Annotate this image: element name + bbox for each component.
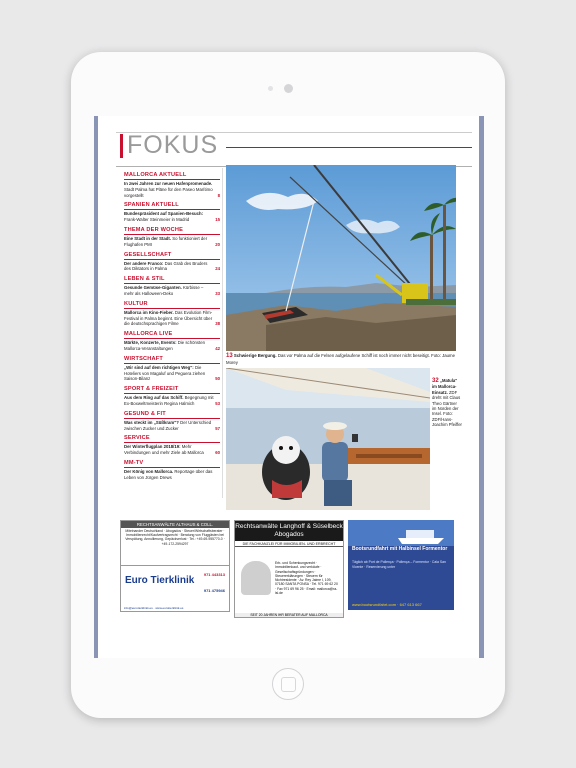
toc-entry[interactable] <box>124 211 220 223</box>
ad-boat-tours-title: Bootsrundfahrt mit Halbinsel Formentor <box>352 546 448 552</box>
toc-entry-text: Der Unterschied zwischen Zucker und Zucker <box>124 419 212 431</box>
toc-entry-headline: Gesunde Gemüse-Giganten. <box>124 285 182 291</box>
toc-page-number: 50 <box>215 376 220 382</box>
toc-section-title: LEBEN & STIL <box>124 276 165 283</box>
toc-section-title: SERVICE <box>124 435 150 442</box>
toc-section-title: WIRTSCHAFT <box>124 355 163 362</box>
ad-langhoff-title: Rechtsanwälte Langhoff & Süselbeck Abogados <box>235 521 343 541</box>
toc-section-header <box>124 300 220 309</box>
page-title: FOKUS <box>127 131 219 159</box>
toc-page-number: 24 <box>215 266 220 272</box>
toc-entry-text: Das Evolution Film-Festival in Palma beginnt. Eine Übersicht über die deutschsprachigen Filme <box>124 309 213 327</box>
toc-section-header <box>124 434 220 443</box>
toc-entry-text: Das Grab des Bruders des Diktators in Palma <box>124 260 208 272</box>
toc-entry-text: Frank-Walter Steinmeier in Madrid <box>124 217 190 223</box>
photo-matula-boat[interactable] <box>226 368 430 510</box>
ad-langhoff-text: Erb- und Schenkungsrecht · Immobilienkauf- und verkäufe · Gesellschaftsgründungen · Steuererklärungen · Steuern für Nichtresidente · Av. Rey Jaime I, 109, 07180 SANTA PONSA · Tel. 971 69 62 20 · Fax 971 69 96 25 · Email: mallorca@ra-lsl.de <box>275 561 338 596</box>
toc-page-number: 8 <box>217 192 220 198</box>
front-sensor <box>268 86 273 91</box>
table-of-contents <box>124 168 220 481</box>
ad-althaus-title: RECHTSANWÄLTE ALTHAUS & COLL. <box>121 521 229 528</box>
toc-entry[interactable] <box>124 285 220 297</box>
toc-entry-text: Begegnung mit Ex-Boxweltmeisterin Regina Halmich <box>124 395 214 406</box>
toc-page-number: 33 <box>215 290 220 296</box>
toc-entry[interactable] <box>124 395 220 407</box>
toc-section-title: KULTUR <box>124 300 148 307</box>
ad-langhoff-subtitle: DIE FACHKANZLEI FÜR IMMOBILIEN- UND ERBRECHT <box>235 541 343 547</box>
toc-entry-headline: Aus dem Ring auf das Schiff. <box>124 395 184 401</box>
column-divider <box>222 168 223 498</box>
toc-entry-text: Kürbisse – mehr als Halloween-Deko <box>124 285 204 296</box>
eurotierklinik-phone-2: 971 475946 <box>203 588 225 593</box>
toc-page-number: 57 <box>215 425 220 431</box>
toc-entry[interactable] <box>124 261 220 273</box>
home-button[interactable] <box>272 668 304 700</box>
toc-entry-text: Mehr Verbindungen und mehr Ziele ab Mallorca <box>124 444 204 456</box>
toc-section-title: SPORT & FREIZEIT <box>124 386 179 393</box>
caption-ship-salvage: 13 Schwierige Bergung. Das vor Palma auf die Felsen aufgelaufene Schiff ist noch immer nicht beseitigt. Foto: Jaume Morey <box>226 353 455 365</box>
toc-entry-text: Stadt Palma hat Pläne für den Paseo Marítimo vorgestellt <box>124 186 213 198</box>
toc-entry[interactable] <box>124 310 220 327</box>
toc-entry-headline: „Wir sind auf dem richtigen Weg": <box>124 364 194 370</box>
photo-ship-salvage[interactable] <box>226 165 456 351</box>
toc-page-number: 38 <box>215 321 220 327</box>
ad-althaus-text: Miteinander Deutschland · Abogados · Steuer/Wirtschaftsberater · Immobilienrecht/Kaufvertragsrecht · Beratung von Fluggästen bei Verspätung, Annullierung, Gepäckverlust · Tel.: +49-69-955770-0 · +49-172-2594297 <box>125 529 225 546</box>
boat-scene-image <box>226 368 430 510</box>
page-edge-right <box>479 116 484 658</box>
toc-page-number: 60 <box>215 450 220 456</box>
title-red-rule <box>226 147 472 148</box>
toc-page-number: 53 <box>215 400 220 406</box>
toc-entry[interactable] <box>124 420 220 432</box>
toc-section-header <box>124 201 220 210</box>
toc-entry-headline: Märkte, Konzerte, Events: <box>124 340 177 346</box>
toc-section-title: MM-TV <box>124 459 144 466</box>
toc-entry-headline: Eine Stadt in der Stadt. <box>124 235 172 241</box>
toc-section-title: MALLORCA LIVE <box>124 331 173 338</box>
toc-page-number: 20 <box>215 241 220 247</box>
lawyer-portrait <box>241 561 271 595</box>
ad-langhoff-suselbeck[interactable] <box>234 520 344 618</box>
toc-entry-headline: Mallorca im Kino-Fieber. <box>124 309 174 315</box>
title-accent-bar <box>120 134 123 158</box>
toc-page-number: 42 <box>215 345 220 351</box>
toc-entry[interactable] <box>124 181 220 198</box>
caption-matula: 32 „Matula" im Mallorca-Einsatz. ZDF dreht mit Claus Theo Gärtner im Norden der Insel. Foto: ZDF/Hans-Joachim Pfeiffer <box>432 378 462 428</box>
toc-section-header <box>124 330 220 339</box>
toc-entry-headline: Was steckt im „Süßkram"? <box>124 419 179 425</box>
toc-entry-text: Die Hoteliers von Magaluf und Peguera ziehen Saison-Bilanz <box>124 364 206 382</box>
toc-section-header <box>124 459 220 468</box>
toc-entry[interactable] <box>124 340 220 352</box>
ad-eurotierklinik[interactable] <box>120 565 230 612</box>
ad-boat-tours-contact: www.bootsrundfahrt.com · 647 613 667 <box>352 602 422 607</box>
front-camera <box>284 84 293 93</box>
toc-entry[interactable] <box>124 444 220 456</box>
toc-entry-text: Die schönsten Mallorca-Veranstaltungen <box>124 340 205 351</box>
toc-section-header <box>124 355 220 364</box>
toc-entry-headline: Der Winterflugplan 2018/19: <box>124 444 181 450</box>
ad-langhoff-footer: SEIT 20 JAHREN IHR BERATER AUF MALLORCA <box>235 613 343 617</box>
eurotierklinik-phone-1: 971 443313 <box>203 572 225 577</box>
eurotierklinik-logo: Euro Tierklinik <box>125 575 195 586</box>
toc-entry[interactable] <box>124 365 220 382</box>
toc-entry-headline: In zwei Jahren zur neuen Hafenpromenade. <box>124 181 213 186</box>
toc-entry[interactable] <box>124 236 220 248</box>
toc-page-number: 15 <box>215 217 220 223</box>
ship-salvage-image <box>226 165 456 351</box>
toc-section-title: GESUND & FIT <box>124 410 166 417</box>
ad-boat-tours[interactable] <box>348 520 454 610</box>
eurotierklinik-footer: info@eurotierklinik.es · www.eurotierklinik.es <box>124 606 184 610</box>
toc-section-title: SPANIEN AKTUELL <box>124 202 179 209</box>
toc-section-header <box>124 251 220 260</box>
toc-section-header <box>124 410 220 419</box>
toc-section-header <box>124 226 220 235</box>
toc-section-title: THEMA DER WOCHE <box>124 226 184 233</box>
toc-section-header <box>124 385 220 394</box>
toc-entry-text: So funktioniert der Flughafen PMI <box>124 235 208 247</box>
toc-entry-headline: Bundespräsident auf Spanien-Besuch: <box>124 211 204 217</box>
toc-entry-text: Reportage über das Leben von Jürgen Drews <box>124 468 213 480</box>
advertisements <box>116 520 472 640</box>
toc-section-title: MALLORCA AKTUELL <box>124 172 187 178</box>
boat-tour-banner <box>348 520 454 546</box>
toc-entry-headline: Der andere Franco: <box>124 260 164 266</box>
magazine-page[interactable] <box>94 116 484 658</box>
page-edge-left <box>94 116 98 658</box>
toc-section-title: GESELLSCHAFT <box>124 251 172 258</box>
toc-entry-headline: Der König von Mallorca. <box>124 468 174 474</box>
toc-entry[interactable] <box>124 469 220 481</box>
toc-section-header <box>124 275 220 284</box>
toc-section-header <box>124 171 220 180</box>
ad-boat-tours-text: Täglich ab Port de Pollença · Pollença – Formentor · Cala San Vicente · Reservierung unter <box>352 560 446 569</box>
